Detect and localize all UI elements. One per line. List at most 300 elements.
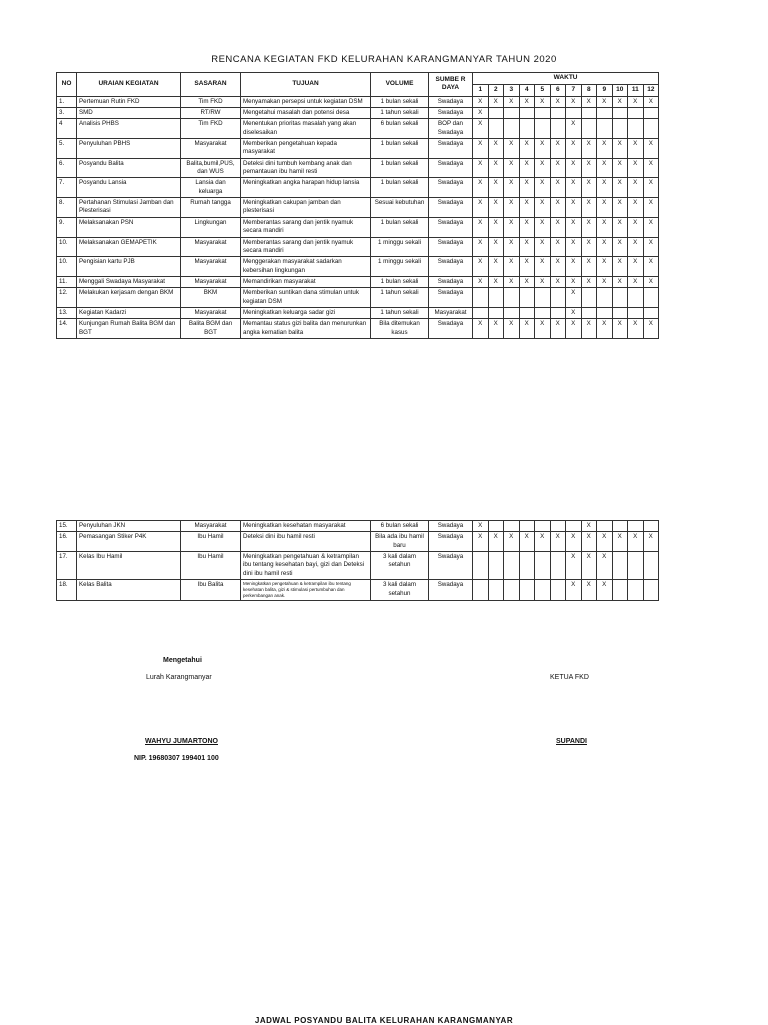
month-mark-cell: X [597, 319, 613, 339]
month-mark-cell: X [550, 138, 566, 158]
month-mark-cell [550, 552, 566, 580]
month-mark-cell: X [581, 198, 597, 218]
month-mark-cell: X [550, 158, 566, 178]
month-mark-cell: X [473, 532, 489, 552]
month-mark-cell [535, 308, 551, 319]
month-mark-cell: X [550, 277, 566, 288]
month-mark-cell: X [550, 319, 566, 339]
month-mark-cell: X [566, 257, 582, 277]
row-number: 12. [57, 288, 77, 308]
month-mark-cell: X [643, 158, 659, 178]
month-mark-cell: X [566, 319, 582, 339]
month-mark-cell: X [628, 237, 644, 257]
month-mark-cell [581, 119, 597, 139]
row-number: 7. [57, 178, 77, 198]
resource-cell: Swadaya [429, 178, 473, 198]
row-number: 9. [57, 217, 77, 237]
volume-cell: 1 tahun sekali [371, 308, 429, 319]
month-mark-cell: X [581, 319, 597, 339]
month-mark-cell [550, 521, 566, 532]
month-mark-cell: X [612, 217, 628, 237]
month-mark-cell: X [643, 319, 659, 339]
month-mark-cell: X [519, 277, 535, 288]
table-row [57, 277, 659, 288]
activity-cell: Pemasangan Stiker P4K [77, 532, 181, 552]
month-mark-cell: X [643, 277, 659, 288]
month-mark-cell: X [504, 277, 520, 288]
month-mark-cell: X [566, 96, 582, 107]
month-mark-cell [550, 119, 566, 139]
target-cell: Masyarakat [181, 257, 241, 277]
month-mark-cell [612, 119, 628, 139]
month-mark-cell [612, 107, 628, 118]
resource-cell: Swadaya [429, 532, 473, 552]
month-mark-cell: X [628, 277, 644, 288]
ketua-title: KETUA FKD [550, 674, 589, 681]
ketua-name: SUPANDI [556, 738, 587, 745]
month-mark-cell: X [488, 96, 504, 107]
month-mark-cell [597, 521, 613, 532]
header-sasaran: SASARAN [181, 73, 241, 97]
target-cell: Masyarakat [181, 521, 241, 532]
activity-cell: SMD [77, 107, 181, 118]
month-mark-cell [550, 107, 566, 118]
month-mark-cell: X [566, 178, 582, 198]
month-mark-cell [488, 119, 504, 139]
target-cell: Rumah tangga [181, 198, 241, 218]
month-mark-cell: X [504, 158, 520, 178]
month-mark-cell: X [504, 138, 520, 158]
month-mark-cell: X [519, 158, 535, 178]
month-mark-cell: X [628, 198, 644, 218]
month-mark-cell: X [550, 217, 566, 237]
month-mark-cell: X [535, 178, 551, 198]
activity-cell: Kunjungan Rumah Balita BGM dan BGT [77, 319, 181, 339]
month-mark-cell: X [628, 158, 644, 178]
resource-cell: BOP dan Swadaya [429, 119, 473, 139]
month-mark-cell: X [535, 237, 551, 257]
month-mark-cell [504, 107, 520, 118]
target-cell: Ibu Hamil [181, 532, 241, 552]
table-row [57, 580, 659, 601]
header-month: 3 [504, 84, 520, 96]
resource-cell: Swadaya [429, 217, 473, 237]
header-month: 11 [628, 84, 644, 96]
month-mark-cell: X [612, 277, 628, 288]
month-mark-cell: X [488, 532, 504, 552]
month-mark-cell [535, 119, 551, 139]
month-mark-cell [535, 521, 551, 532]
header-volume: VOLUME [371, 73, 429, 97]
month-mark-cell [612, 308, 628, 319]
month-mark-cell: X [473, 178, 489, 198]
activity-cell: Posyandu Balita [77, 158, 181, 178]
target-cell: Ibu Hamil [181, 552, 241, 580]
month-mark-cell [519, 288, 535, 308]
month-mark-cell: X [612, 532, 628, 552]
month-mark-cell: X [628, 319, 644, 339]
target-cell: Masyarakat [181, 277, 241, 288]
month-mark-cell [643, 308, 659, 319]
month-mark-cell [473, 308, 489, 319]
row-number: 16. [57, 532, 77, 552]
month-mark-cell: X [597, 138, 613, 158]
month-mark-cell: X [519, 198, 535, 218]
goal-cell: Memantau status gizi balita dan menurunkan angka kematian balita [241, 319, 371, 339]
row-number: 8. [57, 198, 77, 218]
resource-cell: Swadaya [429, 277, 473, 288]
month-mark-cell: X [628, 138, 644, 158]
month-mark-cell: X [581, 552, 597, 580]
month-mark-cell: X [519, 178, 535, 198]
header-month: 8 [581, 84, 597, 96]
header-month: 9 [597, 84, 613, 96]
resource-cell: Swadaya [429, 257, 473, 277]
month-mark-cell: X [597, 237, 613, 257]
month-mark-cell: X [581, 178, 597, 198]
month-mark-cell: X [488, 178, 504, 198]
goal-cell: Deteksi dini tumbuh kembang anak dan pemantauan ibu hamil resti [241, 158, 371, 178]
row-number: 6. [57, 158, 77, 178]
month-mark-cell: X [643, 532, 659, 552]
month-mark-cell [581, 288, 597, 308]
month-mark-cell: X [643, 138, 659, 158]
volume-cell: 1 tahun sekali [371, 107, 429, 118]
header-waktu: WAKTU [473, 73, 659, 85]
month-mark-cell: X [597, 532, 613, 552]
month-mark-cell [597, 119, 613, 139]
resource-cell: Swadaya [429, 552, 473, 580]
volume-cell: 1 minggu sekali [371, 257, 429, 277]
month-mark-cell: X [581, 158, 597, 178]
resource-cell: Swadaya [429, 580, 473, 601]
target-cell: RT/RW [181, 107, 241, 118]
target-cell: BKM [181, 288, 241, 308]
table-row [57, 237, 659, 257]
header-sumber: SUMBE R DAYA [429, 73, 473, 97]
header-tujuan: TUJUAN [241, 73, 371, 97]
month-mark-cell: X [504, 178, 520, 198]
month-mark-cell: X [581, 96, 597, 107]
month-mark-cell: X [504, 96, 520, 107]
goal-cell: Memberantas sarang dan jentik nyamuk secara mandiri [241, 217, 371, 237]
month-mark-cell: X [566, 552, 582, 580]
header-month: 2 [488, 84, 504, 96]
target-cell: Lansia dan keluarga [181, 178, 241, 198]
month-mark-cell: X [535, 217, 551, 237]
month-mark-cell [535, 580, 551, 601]
month-mark-cell [628, 552, 644, 580]
lurah-nip: NIP. 19680307 199401 100 [134, 755, 219, 762]
month-mark-cell [504, 552, 520, 580]
table-row [57, 257, 659, 277]
month-mark-cell: X [643, 198, 659, 218]
document-title: RENCANA KEGIATAN FKD KELURAHAN KARANGMANYAR TAHUN 2020 [211, 54, 557, 65]
month-mark-cell [519, 308, 535, 319]
month-mark-cell: X [628, 257, 644, 277]
month-mark-cell [519, 580, 535, 601]
activity-cell: Melakukan kerjasam dengan BKM [77, 288, 181, 308]
goal-cell: Memberantas sarang dan jentik nyamuk secara mandiri [241, 237, 371, 257]
month-mark-cell: X [473, 198, 489, 218]
table-row [57, 521, 659, 532]
month-mark-cell [473, 288, 489, 308]
month-mark-cell [612, 580, 628, 601]
month-mark-cell [643, 580, 659, 601]
month-mark-cell: X [566, 580, 582, 601]
month-mark-cell: X [473, 319, 489, 339]
month-mark-cell: X [519, 217, 535, 237]
month-mark-cell: X [581, 532, 597, 552]
month-mark-cell: X [550, 257, 566, 277]
table-row [57, 552, 659, 580]
month-mark-cell [488, 580, 504, 601]
month-mark-cell: X [597, 580, 613, 601]
month-mark-cell [550, 288, 566, 308]
month-mark-cell: X [519, 532, 535, 552]
month-mark-cell [628, 308, 644, 319]
goal-cell: Memberikan suntikan dana stimulan untuk kegiatan DSM [241, 288, 371, 308]
month-mark-cell [488, 288, 504, 308]
activity-cell: Kegiatan Kadarzi [77, 308, 181, 319]
month-mark-cell: X [566, 237, 582, 257]
month-mark-cell: X [473, 237, 489, 257]
volume-cell: 1 bulan sekali [371, 158, 429, 178]
month-mark-cell: X [566, 277, 582, 288]
month-mark-cell [504, 521, 520, 532]
table-row [57, 107, 659, 118]
target-cell: Tim FKD [181, 96, 241, 107]
goal-cell: Mengetahui masalah dan potensi desa [241, 107, 371, 118]
month-mark-cell [488, 552, 504, 580]
month-mark-cell: X [566, 217, 582, 237]
month-mark-cell: X [612, 96, 628, 107]
month-mark-cell: X [535, 138, 551, 158]
month-mark-cell: X [488, 277, 504, 288]
month-mark-cell: X [535, 532, 551, 552]
month-mark-cell [473, 552, 489, 580]
month-mark-cell [550, 580, 566, 601]
month-mark-cell: X [488, 138, 504, 158]
row-number: 3. [57, 107, 77, 118]
table-row [57, 308, 659, 319]
resource-cell: Swadaya [429, 158, 473, 178]
target-cell: Masyarakat [181, 237, 241, 257]
month-mark-cell: X [566, 119, 582, 139]
month-mark-cell [504, 308, 520, 319]
month-mark-cell [628, 288, 644, 308]
volume-cell: 1 bulan sekali [371, 96, 429, 107]
target-cell: Masyarakat [181, 308, 241, 319]
resource-cell: Swadaya [429, 138, 473, 158]
target-cell: Balita,bumil,PUS, dan WUS [181, 158, 241, 178]
month-mark-cell [566, 521, 582, 532]
table-row [57, 217, 659, 237]
month-mark-cell: X [597, 277, 613, 288]
month-mark-cell: X [473, 257, 489, 277]
month-mark-cell: X [519, 319, 535, 339]
month-mark-cell [612, 521, 628, 532]
volume-cell: 6 bulan sekali [371, 119, 429, 139]
month-mark-cell [597, 308, 613, 319]
goal-cell: Menggerakan masyarakat sadarkan kebersihan lingkungan [241, 257, 371, 277]
goal-cell: Meningkatkan cakupan jamban dan plesterisasi [241, 198, 371, 218]
month-mark-cell: X [597, 198, 613, 218]
month-mark-cell [612, 552, 628, 580]
month-mark-cell: X [597, 178, 613, 198]
resource-cell: Swadaya [429, 107, 473, 118]
volume-cell: 6 bulan sekali [371, 521, 429, 532]
month-mark-cell: X [473, 521, 489, 532]
header-month: 5 [535, 84, 551, 96]
month-mark-cell: X [519, 138, 535, 158]
table-row [57, 319, 659, 339]
month-mark-cell [643, 552, 659, 580]
month-mark-cell: X [566, 308, 582, 319]
row-number: 5. [57, 138, 77, 158]
month-mark-cell: X [581, 217, 597, 237]
volume-cell: 3 kali dalam setahun [371, 580, 429, 601]
month-mark-cell: X [581, 580, 597, 601]
month-mark-cell: X [612, 178, 628, 198]
month-mark-cell [628, 580, 644, 601]
month-mark-cell [628, 107, 644, 118]
volume-cell: 1 bulan sekali [371, 277, 429, 288]
month-mark-cell: X [597, 158, 613, 178]
month-mark-cell [643, 521, 659, 532]
month-mark-cell: X [628, 217, 644, 237]
month-mark-cell [473, 580, 489, 601]
next-section-title: JADWAL POSYANDU BALITA KELURAHAN KARANGMANYAR [254, 1016, 514, 1025]
month-mark-cell: X [612, 237, 628, 257]
month-mark-cell: X [535, 277, 551, 288]
month-mark-cell [504, 580, 520, 601]
month-mark-cell: X [535, 158, 551, 178]
header-month: 7 [566, 84, 582, 96]
month-mark-cell: X [473, 96, 489, 107]
target-cell: Masyarakat [181, 138, 241, 158]
month-mark-cell: X [488, 198, 504, 218]
resource-cell: Masyarakat [429, 308, 473, 319]
month-mark-cell [488, 308, 504, 319]
month-mark-cell [519, 521, 535, 532]
month-mark-cell: X [535, 198, 551, 218]
month-mark-cell: X [597, 552, 613, 580]
row-number: 10. [57, 237, 77, 257]
month-mark-cell [519, 107, 535, 118]
header-month: 10 [612, 84, 628, 96]
activity-cell: Analisis PHBS [77, 119, 181, 139]
goal-cell: Menyamakan persepsi untuk kegiatan DSM [241, 96, 371, 107]
activity-cell: Menggali Swadaya Masyarakat [77, 277, 181, 288]
month-mark-cell: X [566, 158, 582, 178]
header-month: 12 [643, 84, 659, 96]
volume-cell: 1 minggu sekali [371, 237, 429, 257]
month-mark-cell [535, 552, 551, 580]
row-number: 15. [57, 521, 77, 532]
header-uraian: URAIAN KEGIATAN [77, 73, 181, 97]
lurah-title: Lurah Karangmanyar [146, 674, 212, 681]
row-number: 4 [57, 119, 77, 139]
target-cell: Tim FKD [181, 119, 241, 139]
month-mark-cell [628, 521, 644, 532]
resource-cell: Swadaya [429, 198, 473, 218]
activity-cell: Pertemuan Rutin FKD [77, 96, 181, 107]
month-mark-cell: X [628, 532, 644, 552]
month-mark-cell: X [473, 158, 489, 178]
activity-cell: Penyuluhan JKN [77, 521, 181, 532]
month-mark-cell [581, 308, 597, 319]
month-mark-cell: X [643, 257, 659, 277]
activity-cell: Melaksanakan PSN [77, 217, 181, 237]
row-number: 14. [57, 319, 77, 339]
header-no: NO [57, 73, 77, 97]
month-mark-cell [612, 288, 628, 308]
month-mark-cell: X [643, 96, 659, 107]
month-mark-cell: X [597, 257, 613, 277]
goal-cell: Memandirikan masyarakat [241, 277, 371, 288]
month-mark-cell [566, 107, 582, 118]
month-mark-cell: X [566, 532, 582, 552]
month-mark-cell: X [488, 319, 504, 339]
activity-cell: Pertahanan Stimulasi Jamban dan Plesterisasi [77, 198, 181, 218]
month-mark-cell: X [612, 319, 628, 339]
table-row [57, 158, 659, 178]
goal-cell: Memberikan pengetahuan kepada masyarakat [241, 138, 371, 158]
month-mark-cell: X [504, 237, 520, 257]
volume-cell: Bila ditemukan kasus [371, 319, 429, 339]
month-mark-cell: X [473, 277, 489, 288]
resource-cell: Swadaya [429, 96, 473, 107]
month-mark-cell [597, 107, 613, 118]
activity-cell: Posyandu Lansia [77, 178, 181, 198]
month-mark-cell: X [550, 178, 566, 198]
month-mark-cell: X [504, 532, 520, 552]
volume-cell: 3 kali dalam setahun [371, 552, 429, 580]
month-mark-cell [643, 107, 659, 118]
target-cell: Ibu Balita [181, 580, 241, 601]
goal-cell: Menentukan prioritas masalah yang akan diselesaikan [241, 119, 371, 139]
row-number: 11. [57, 277, 77, 288]
resource-cell: Swadaya [429, 237, 473, 257]
month-mark-cell: X [504, 217, 520, 237]
mengetahui-label: Mengetahui [163, 657, 202, 664]
activity-cell: Pengisian kartu PJB [77, 257, 181, 277]
month-mark-cell: X [612, 138, 628, 158]
month-mark-cell: X [473, 119, 489, 139]
lurah-name: WAHYU JUMARTONO [145, 738, 218, 745]
month-mark-cell [519, 119, 535, 139]
month-mark-cell: X [597, 217, 613, 237]
month-mark-cell [535, 288, 551, 308]
activity-cell: Penyuluhan PBHS [77, 138, 181, 158]
month-mark-cell: X [550, 532, 566, 552]
month-mark-cell: X [504, 319, 520, 339]
month-mark-cell: X [488, 158, 504, 178]
month-mark-cell: X [550, 198, 566, 218]
month-mark-cell: X [535, 257, 551, 277]
month-mark-cell [643, 119, 659, 139]
resource-cell: Swadaya [429, 288, 473, 308]
goal-cell: Meningkatkan keluarga sadar gizi [241, 308, 371, 319]
row-number: 13. [57, 308, 77, 319]
month-mark-cell: X [628, 178, 644, 198]
goal-cell: Meningkatkan angka harapan hidup lansia [241, 178, 371, 198]
month-mark-cell: X [535, 96, 551, 107]
month-mark-cell: X [519, 237, 535, 257]
activity-plan-table-continued [56, 520, 659, 601]
target-cell: Lingkungan [181, 217, 241, 237]
